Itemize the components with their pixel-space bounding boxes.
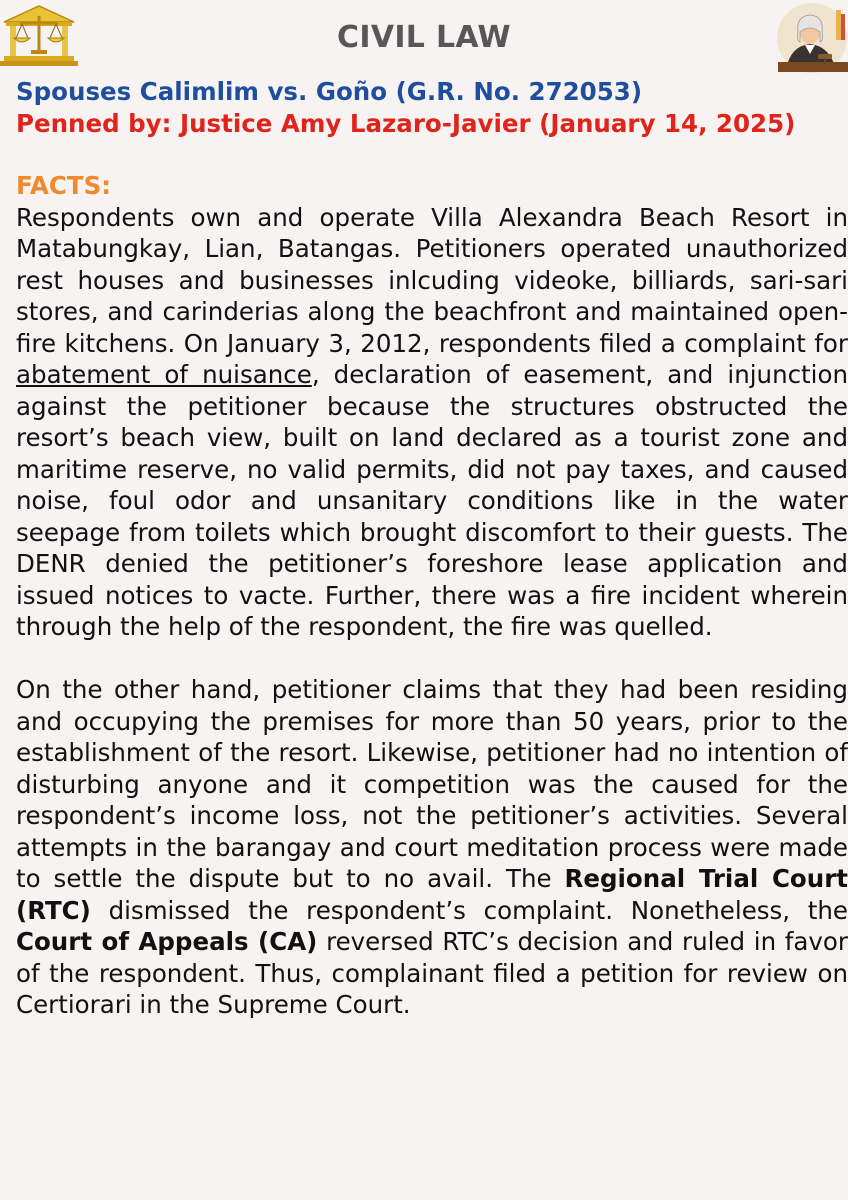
judge-avatar-icon	[772, 2, 848, 74]
paragraph-text: reversed RTC’s decision and ruled in favor of the respondent. Thus, complainant filed a petition for review on Certiorari in the Supreme Court.	[16, 927, 848, 1019]
page-title: CIVIL LAW	[337, 20, 511, 55]
paragraph-text: On the other hand, petitioner claims that they had been residing and occupying the premises for more than 50 years, prior to the establishment of the resort. Likewise, petitioner had no intention of disturbing anyone and it competition was the caused for the respondent’s income loss, not the petitioner’s activities. Several attempts in the barangay and court meditation process were made to settle the dispute but to no avail. The	[16, 675, 848, 893]
penned-by: Penned by: Justice Amy Lazaro-Javier (January 14, 2025)	[16, 108, 796, 138]
bold-term-ca: Court of Appeals (CA)	[16, 927, 318, 956]
paragraph-text: dismissed the respondent’s complaint. Nonetheless, the	[90, 895, 848, 925]
facts-paragraph-1	[16, 202, 848, 643]
case-title: Spouses Calimlim vs. Goño (G.R. No. 272053)	[16, 77, 643, 106]
bold-term-rtc: Regional Trial Court (RTC)	[16, 864, 848, 925]
paragraph-text: Respondents own and operate Villa Alexandra Beach Resort in Matabungkay, Lian, Batangas. Petitioners operated unauthorized rest houses and businesses inlcuding videoke, billiards, sari-sari stores, and carinderias along the beachfront and maintained open-fire kitchens. On January 3, 2012, respondents filed a complaint for	[16, 202, 848, 358]
facts-heading: FACTS:	[16, 171, 112, 200]
header	[0, 0, 848, 80]
paragraph-text: , declaration of easement, and injunction against the petitioner because the structures obstructed the resort’s beach view, built on land declared as a tourist zone and maritime reserve, no valid permits, did not pay taxes, and caused noise, foul odor and unsanitary conditions like in the water seepage from toilets which brought discomfort to their guests. The DENR denied the petitioner’s foreshore lease application and issued notices to vacte. Further, there was a fire incident wherein through the help of the respondent, the fire was quelled.	[16, 360, 848, 641]
facts-paragraph-2	[16, 674, 848, 1021]
document-body	[16, 76, 848, 1021]
underlined-term: abatement of nuisance	[16, 360, 312, 389]
